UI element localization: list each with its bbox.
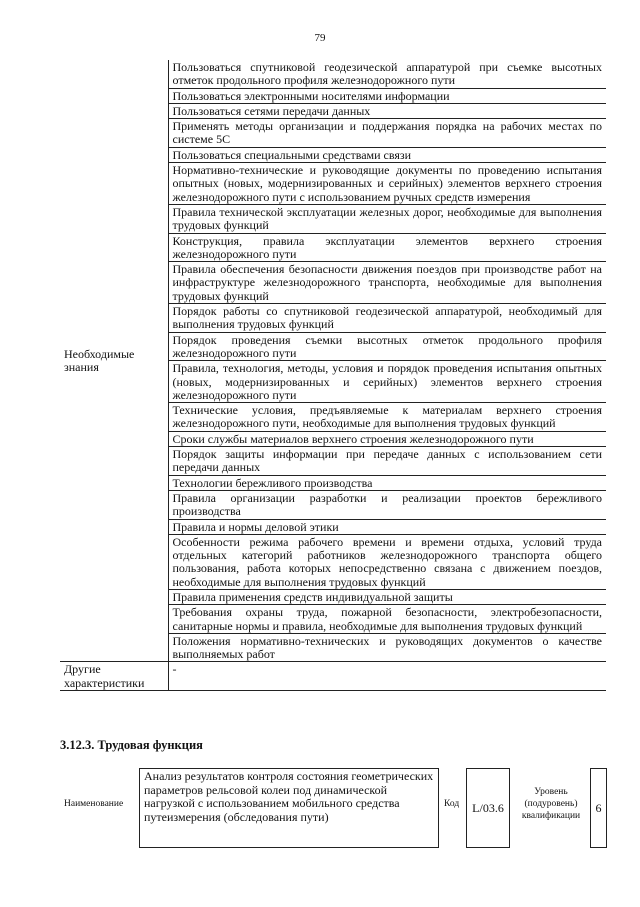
level-value: 6: [595, 800, 602, 815]
code-box: [466, 768, 510, 848]
code-label: Код: [444, 799, 460, 809]
other-characteristics-value: -: [168, 662, 606, 691]
knowledge-item: Конструкция, правила эксплуатации элементов верхнего строения железнодорожного пути: [168, 233, 606, 262]
knowledge-item: Правила технической эксплуатации железных дорог, необходимые для выполнения трудовых функций: [168, 204, 606, 233]
knowledge-item: Положения нормативно-технических и руководящих документов о качестве выполняемых работ: [168, 633, 606, 662]
knowledge-header: Необходимые знания: [60, 60, 168, 662]
knowledge-item: Порядок проведения съемки высотных отметок продольного профиля железнодорожного пути: [168, 332, 606, 361]
knowledge-item: Технические условия, предъявляемые к материалам верхнего строения железнодорожного пути, необходимые для выполнения трудовых функций: [168, 403, 606, 432]
section-title: 3.12.3. Трудовая функция: [60, 738, 203, 752]
knowledge-item: Пользоваться сетями передачи данных: [168, 103, 606, 118]
name-label: Наименование: [64, 799, 124, 809]
knowledge-item: Сроки службы материалов верхнего строения железнодорожного пути: [168, 431, 606, 446]
knowledge-row: [60, 60, 606, 88]
knowledge-item: Особенности режима рабочего времени и времени отдыха, условий труда отдельных категорий работников железнодорожного транспорта общего пользования, работа которых непосредственно связана с движением поездов, необходимые для выполнения трудовых функций: [168, 534, 606, 589]
knowledge-item: Пользоваться спутниковой геодезической аппаратурой при съемке высотных отметок продольного профиля железнодорожного пути: [168, 60, 606, 88]
knowledge-item: Пользоваться электронными носителями информации: [168, 88, 606, 103]
knowledge-item: Правила обеспечения безопасности движения поездов при производстве работ на инфраструктуре железнодорожного транспорта, необходимые для выполнения трудовых функций: [168, 262, 606, 304]
knowledge-item: Нормативно-технические и руководящие документы по проведению испытания опытных (новых, модернизированных и серийных) элементов верхнего строения железнодорожного пути с использованием ручных средств измерения: [168, 163, 606, 205]
knowledge-item: Технологии бережливого производства: [168, 475, 606, 490]
page-number: 79: [314, 32, 326, 44]
name-value: Анализ результатов контроля состояния геометрических параметров рельсовой колеи под динамической нагрузкой с использованием мобильного средства путеизмерения (обследования пути): [144, 769, 434, 824]
knowledge-item: Пользоваться специальными средствами связи: [168, 147, 606, 162]
other-characteristics-row: [60, 662, 606, 691]
knowledge-item: Порядок работы со спутниковой геодезической аппаратурой, необходимый для выполнения трудовых функций: [168, 304, 606, 333]
knowledge-item: Правила и нормы деловой этики: [168, 519, 606, 534]
knowledge-item: Порядок защиты информации при передаче данных с использованием сети передачи данных: [168, 447, 606, 476]
level-box: [590, 768, 607, 848]
code-value: L/03.6: [472, 800, 504, 815]
knowledge-item: Правила организации разработки и реализации проектов бережливого производства: [168, 490, 606, 519]
knowledge-item: Применять методы организации и поддержания порядка на рабочих местах по системе 5С: [168, 119, 606, 148]
knowledge-item: Правила, технология, методы, условия и порядок проведения испытания опытных (новых, модернизированных и серийных) элементов верхнего строения железнодорожного пути: [168, 361, 606, 403]
other-characteristics-header: Другие характеристики: [60, 662, 168, 691]
knowledge-item: Требования охраны труда, пожарной безопасности, электробезопасности, санитарные нормы и правила, необходимые для выполнения трудовых функций: [168, 605, 606, 634]
level-label: Уровень (подуровень) квалификации: [521, 787, 581, 821]
knowledge-item: Правила применения средств индивидуальной защиты: [168, 589, 606, 604]
knowledge-table: [60, 60, 606, 691]
name-box: [139, 768, 439, 848]
